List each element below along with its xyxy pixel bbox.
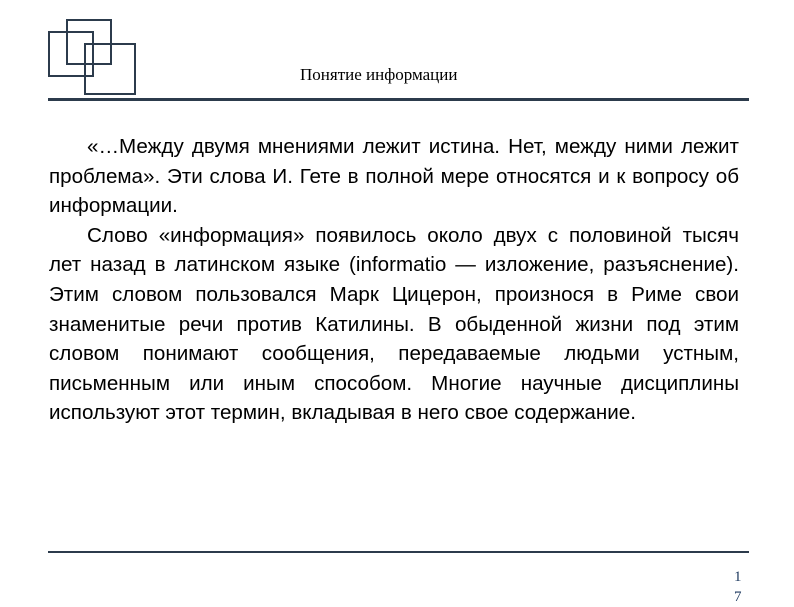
- paragraph-etymology: Слово «информация» появилось около двух с половиной тысяч лет назад в латинском языке (informatio — изложение, разъяснение). Этим словом пользовался Марк Цицерон, произнося в Риме свои знаменитые речи против Катилины. В обыденной жизни под этим словом понимают сообщения, передаваемые людьми устным, письменным или иным способом. Многие научные дисциплины используют этот термин, вкладывая в него свое содержание.: [49, 223, 739, 425]
- paragraph-quote: «…Между двумя мнениями лежит истина. Нет, между ними лежит проблема». Эти слова И. Гете в полной мере относятся и к вопросу об информации.: [49, 135, 739, 218]
- page-number: 17: [734, 569, 742, 605]
- header-divider: [48, 98, 749, 101]
- logo-square-bottom: [84, 43, 136, 95]
- squares-logo-icon: [48, 19, 138, 95]
- slide-title: Понятие информации: [300, 65, 458, 84]
- slide-body: [49, 132, 739, 428]
- footer-divider: [48, 551, 749, 553]
